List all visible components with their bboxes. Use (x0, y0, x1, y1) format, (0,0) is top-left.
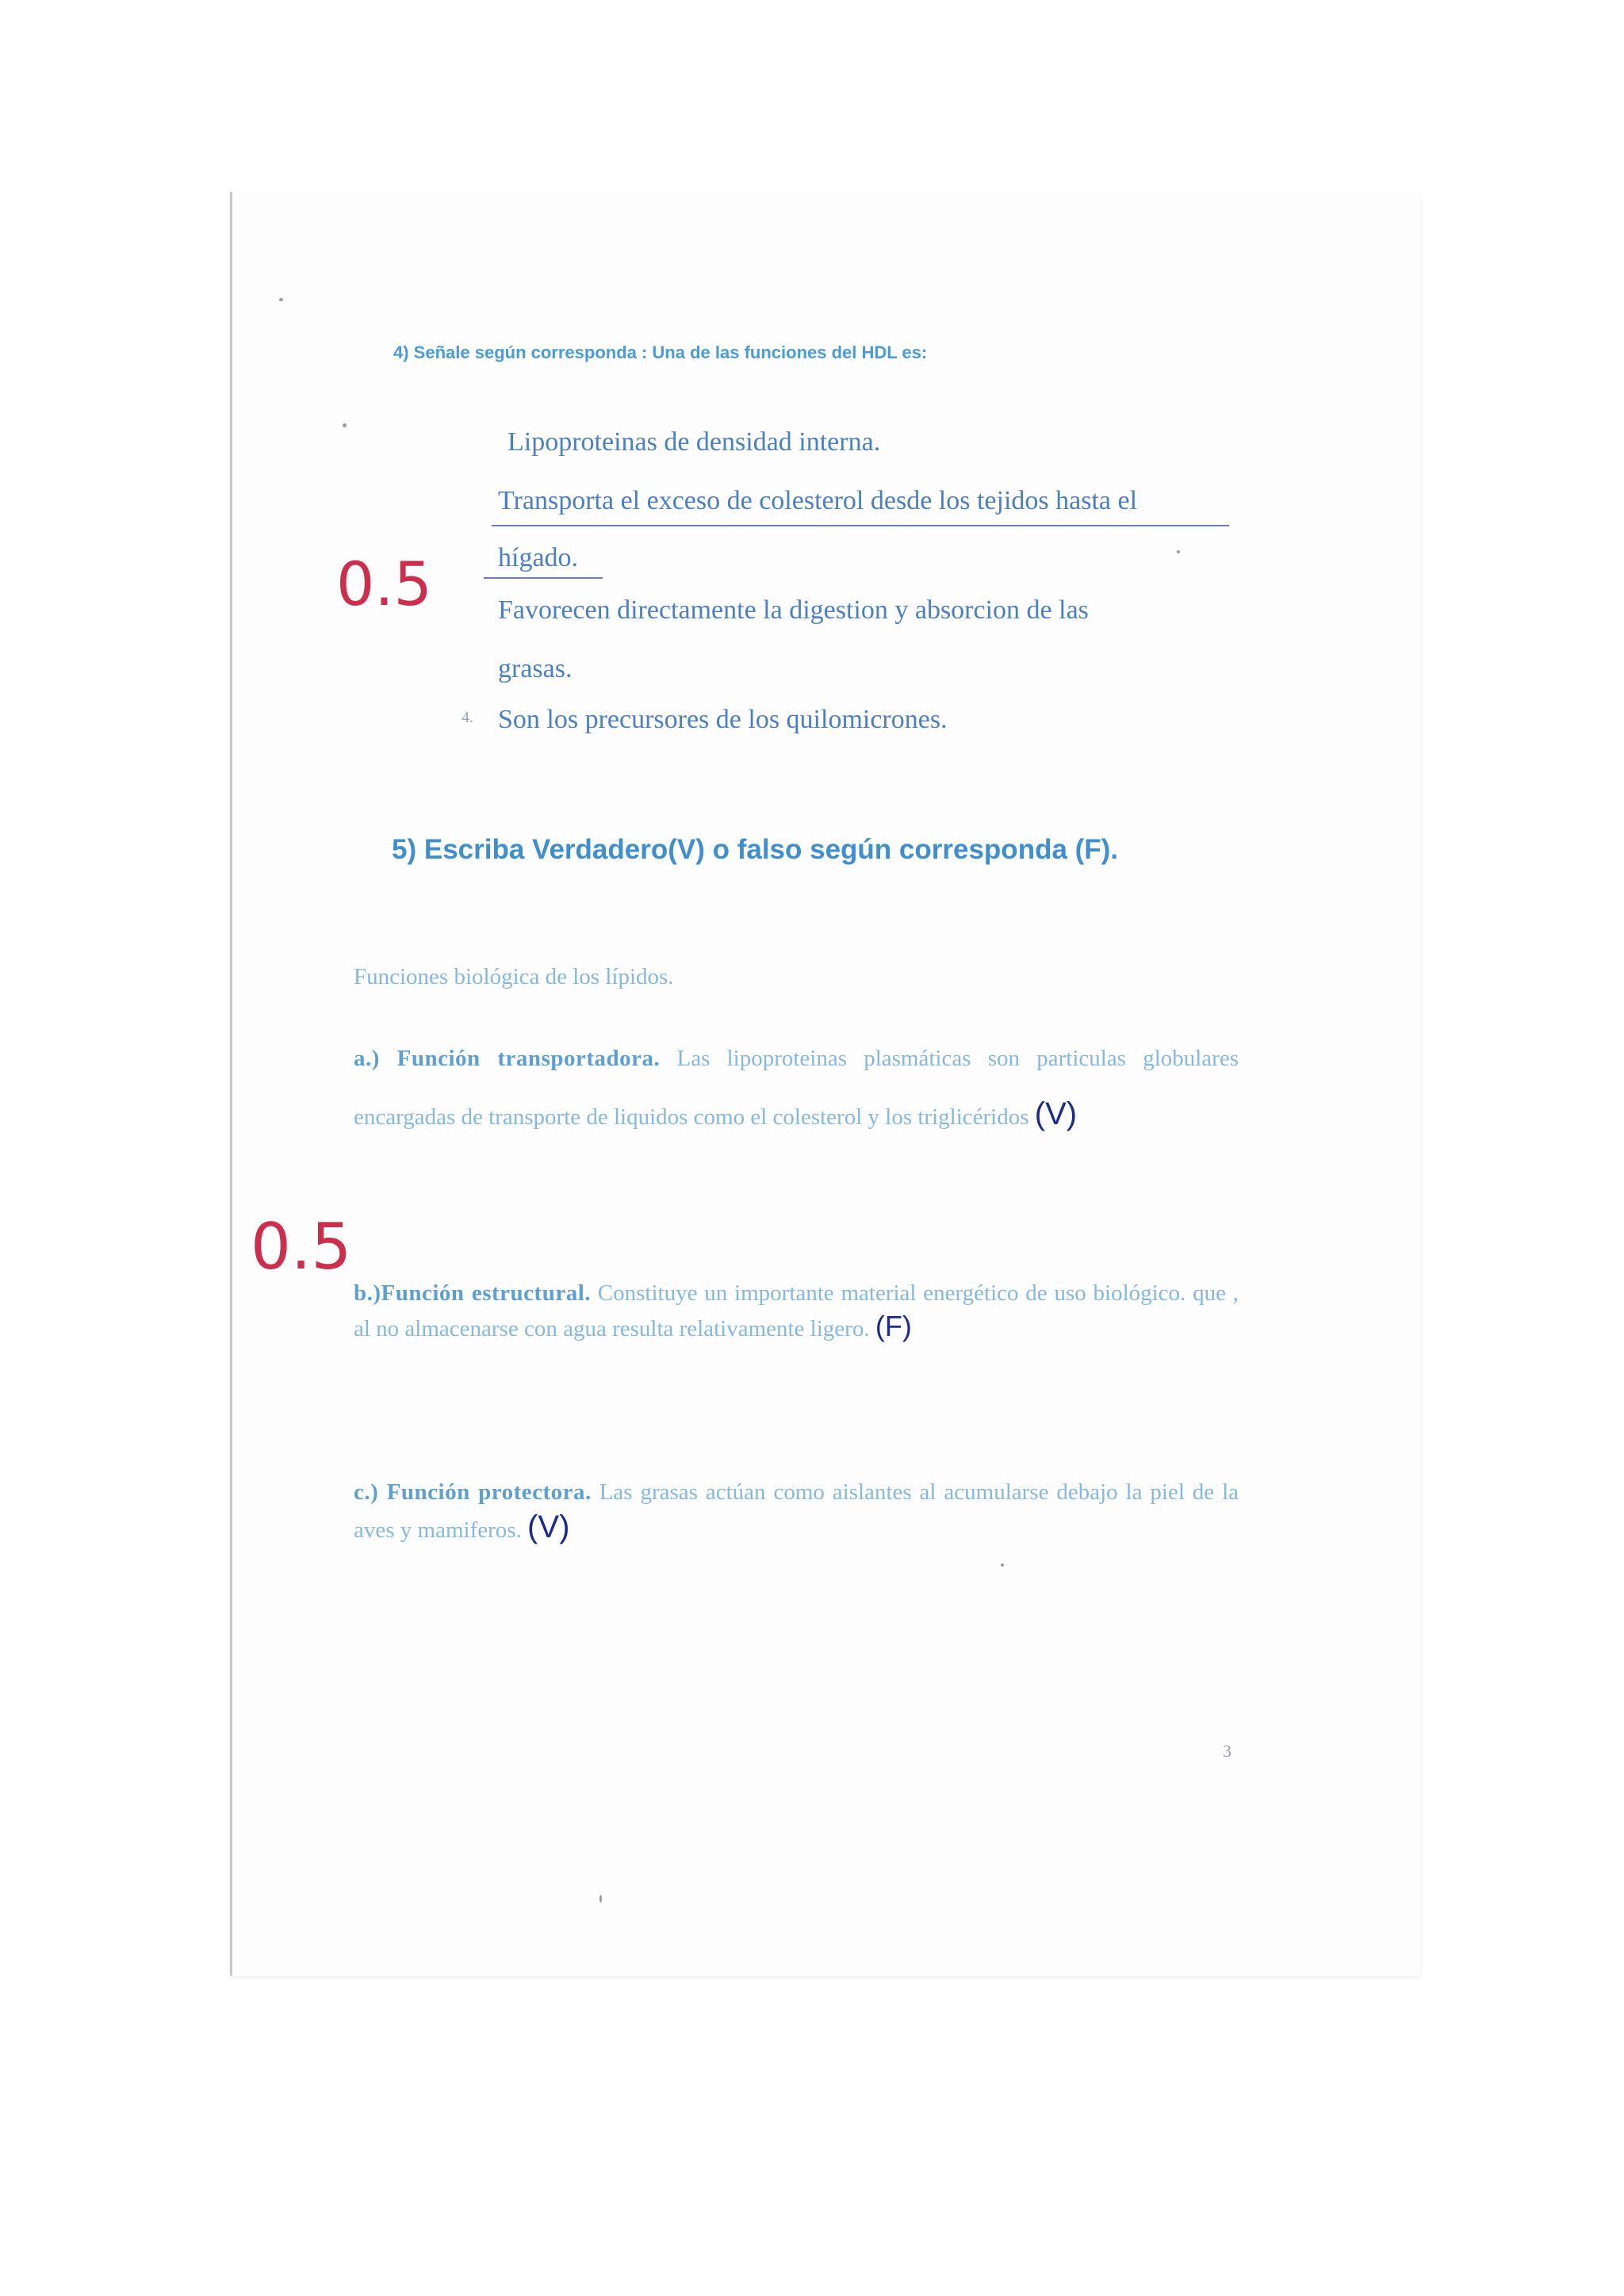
answer-underline-short (484, 577, 603, 579)
scan-speck (599, 1895, 602, 1903)
item-a-text: Las lipoproteinas plasmáticas son particulas globulares encargadas de transporte de liquidos como el colesterol y los triglicéridos (354, 1046, 1239, 1130)
option-4-number: 4. (462, 709, 473, 726)
option-3-continued: grasas. (498, 654, 573, 683)
option-2-continued: hígado. (498, 543, 579, 572)
grade-question-4: 0.5 (336, 549, 432, 619)
question-4-header: 4) Señale según corresponda : Una de las funciones del HDL es: (393, 342, 928, 362)
answer-b-mark: F (884, 1310, 902, 1342)
answer-underline (492, 525, 1229, 526)
question-5-title: 5) Escriba Verdadero(V) o falso según corresponda (F). (392, 834, 1119, 865)
item-a: a.) Función transportadora. Las lipoproteinas plasmáticas son particulas globulares encargadas de transporte de liquidos como el colesterol y los triglicéridos (V) (354, 1046, 1239, 1131)
scan-speck (279, 298, 283, 301)
option-4: Son los precursores de los quilomicrones. (498, 705, 948, 734)
scan-speck (343, 423, 347, 427)
scan-speck (1001, 1563, 1004, 1567)
option-3: Favorecen directamente la digestion y absorcion de las (498, 595, 1089, 625)
item-c-label: c.) Función protectora. (354, 1479, 592, 1505)
item-b: b.)Función estructural. Constituye un importante material energético de uso biológico. que , al no almacenarse con agua resulta relativamente ligero. (F) (354, 1280, 1239, 1342)
grade-question-5: 0.5 (251, 1210, 352, 1284)
item-b-text: Constituye un importante material energético de uso biológico. que , al no almacenarse con agua resulta relativamente ligero. (354, 1280, 1239, 1341)
intro-text: Funciones biológica de los lípidos. (354, 964, 674, 989)
item-b-label: b.)Función estructural. (354, 1280, 592, 1306)
item-c: c.) Función protectora. Las grasas actúan como aislantes al acumularse debajo la piel de la aves y mamiferos. (V) (354, 1479, 1239, 1544)
page-number: 3 (1223, 1741, 1231, 1761)
item-c-text: Las grasas actúan como aislantes al acumularse debajo la piel de la aves y mamiferos. (354, 1479, 1239, 1543)
option-2: Transporta el exceso de colesterol desde los tejidos hasta el (498, 486, 1138, 515)
answer-a-mark: V (1045, 1096, 1067, 1131)
scan-speck (1177, 550, 1180, 553)
answer-c-mark: V (538, 1510, 560, 1544)
item-a-label: a.) Función transportadora. (354, 1046, 661, 1071)
option-1: Lipoproteinas de densidad interna. (508, 427, 881, 457)
